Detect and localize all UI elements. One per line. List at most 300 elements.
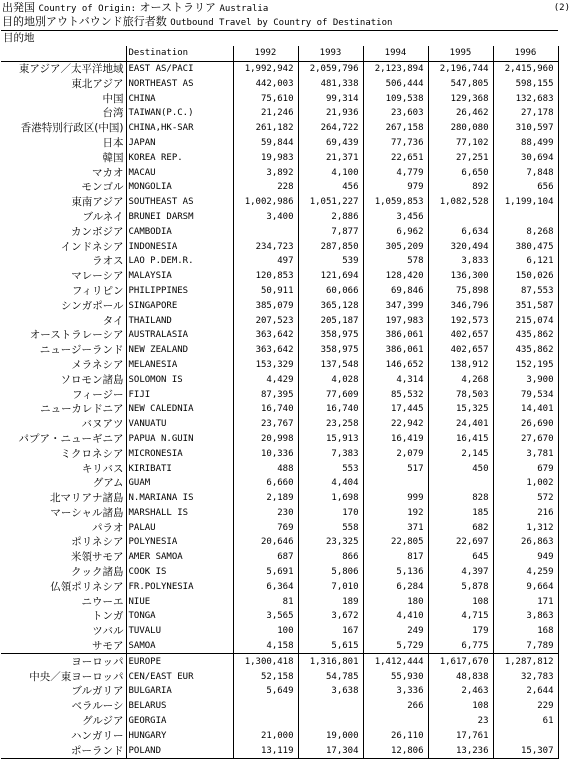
table-row — [1, 239, 558, 254]
col-header-year: 1996 — [493, 46, 558, 61]
value-cell: 152,195 — [493, 358, 558, 373]
value-cell: 305,209 — [363, 239, 428, 254]
value-cell: 4,259 — [493, 565, 558, 580]
destination-name-jp: フィリピン — [71, 284, 124, 297]
value-cell: 2,059,796 — [298, 61, 363, 76]
table-row — [1, 254, 558, 269]
value-cell: 4,410 — [363, 609, 428, 624]
value-cell: 456 — [298, 180, 363, 195]
destination-name-en: EUROPE — [126, 654, 233, 669]
table-row — [1, 298, 558, 313]
value-cell — [363, 476, 428, 491]
value-cell: 2,644 — [493, 684, 558, 699]
value-cell: 380,475 — [493, 239, 558, 254]
value-cell: 23 — [428, 714, 493, 729]
value-cell: 1,992,942 — [233, 61, 298, 76]
value-cell: 7,010 — [298, 579, 363, 594]
destination-name-en: AMER SAMOA — [126, 550, 233, 565]
value-cell: 261,182 — [233, 121, 298, 136]
destination-name-en: BRUNEI DARSM — [126, 210, 233, 225]
destination-name-en: POLYNESIA — [126, 535, 233, 550]
value-cell: 85,532 — [363, 387, 428, 402]
value-cell: 26,863 — [493, 535, 558, 550]
value-cell: 179 — [428, 624, 493, 639]
value-cell: 171 — [493, 594, 558, 609]
destination-name-jp: ブルネイ — [82, 210, 124, 223]
destination-name-jp: インドネシア — [60, 240, 124, 253]
value-cell: 2,415,960 — [493, 61, 558, 76]
value-cell: 266 — [363, 699, 428, 714]
value-cell: 769 — [233, 520, 298, 535]
destination-name-en: COOK IS — [126, 565, 233, 580]
destination-name-jp: フィージー — [72, 388, 124, 401]
value-cell: 402,657 — [428, 343, 493, 358]
value-cell: 60,066 — [298, 284, 363, 299]
value-cell: 402,657 — [428, 328, 493, 343]
value-cell: 146,652 — [363, 358, 428, 373]
value-cell: 1,300,418 — [233, 654, 298, 669]
value-cell: 205,187 — [298, 313, 363, 328]
destination-name-en: THAILAND — [126, 313, 233, 328]
value-cell: 365,128 — [298, 298, 363, 313]
value-cell: 1,059,853 — [363, 195, 428, 210]
table-row — [1, 491, 558, 506]
value-cell: 23,767 — [233, 417, 298, 432]
destination-name-jp: サモア — [92, 640, 124, 653]
value-cell: 10,336 — [233, 446, 298, 461]
value-cell — [493, 728, 558, 743]
value-cell: 517 — [363, 461, 428, 476]
page-number: (2) — [553, 3, 570, 13]
destination-name-jp: グルジア — [82, 715, 124, 728]
value-cell: 27,251 — [428, 150, 493, 165]
table-row — [1, 506, 558, 521]
value-cell: 6,650 — [428, 165, 493, 180]
value-cell: 385,079 — [233, 298, 298, 313]
destination-name-en: MARSHALL IS — [126, 506, 233, 521]
destination-name-jp: 中央／東ヨーロッパ — [29, 670, 124, 683]
value-cell: 48,838 — [428, 669, 493, 684]
value-cell: 371 — [363, 520, 428, 535]
value-cell: 5,878 — [428, 579, 493, 594]
destination-name-jp: キリバス — [81, 462, 124, 475]
value-cell: 4,268 — [428, 372, 493, 387]
destination-name-jp: ソロモン諸島 — [60, 373, 124, 386]
table-row — [1, 684, 558, 699]
destination-name-en: PALAU — [126, 520, 233, 535]
value-cell: 6,660 — [233, 476, 298, 491]
value-cell: 15,913 — [298, 432, 363, 447]
value-cell: 488 — [233, 461, 298, 476]
value-cell: 153,329 — [233, 358, 298, 373]
value-cell: 679 — [493, 461, 558, 476]
value-cell: 109,538 — [363, 91, 428, 106]
value-cell: 999 — [363, 491, 428, 506]
destination-name-jp: 香港特別行政区(中国) — [20, 122, 124, 135]
value-cell: 3,900 — [493, 372, 558, 387]
value-cell: 363,642 — [233, 343, 298, 358]
value-cell — [233, 714, 298, 729]
value-cell: 1,002 — [493, 476, 558, 491]
table-row — [1, 402, 558, 417]
value-cell: 386,061 — [363, 343, 428, 358]
destination-name-jp: パラオ — [92, 521, 124, 534]
destination-name-en: MONGOLIA — [126, 180, 233, 195]
value-cell: 32,783 — [493, 669, 558, 684]
value-cell: 55,930 — [363, 669, 428, 684]
value-cell: 3,781 — [493, 446, 558, 461]
table-row — [1, 728, 558, 743]
subtitle-en: Outbound Travel by Country of Destination — [170, 18, 393, 28]
destination-name-en: CAMBODIA — [126, 224, 233, 239]
value-cell: 287,850 — [298, 239, 363, 254]
table-row — [1, 136, 558, 151]
destination-name-en: CEN/EAST EUR — [126, 669, 233, 684]
table-row — [1, 313, 558, 328]
value-cell: 2,189 — [233, 491, 298, 506]
value-cell: 347,399 — [363, 298, 428, 313]
value-cell: 99,314 — [298, 91, 363, 106]
value-cell — [233, 224, 298, 239]
value-cell: 19,983 — [233, 150, 298, 165]
table-subtitle — [2, 15, 578, 29]
value-cell: 207,523 — [233, 313, 298, 328]
value-cell: 14,401 — [493, 402, 558, 417]
destination-table — [1, 30, 559, 759]
value-cell: 547,805 — [428, 76, 493, 91]
header-row — [1, 31, 558, 46]
value-cell: 363,642 — [233, 328, 298, 343]
value-cell: 88,499 — [493, 136, 558, 151]
value-cell: 1,199,104 — [493, 195, 558, 210]
value-cell: 645 — [428, 550, 493, 565]
destination-name-en: MALAYSIA — [126, 269, 233, 284]
value-cell: 6,364 — [233, 579, 298, 594]
table-row — [1, 210, 558, 225]
destination-name-en: SOUTHEAST AS — [126, 195, 233, 210]
destination-name-en: NIUE — [126, 594, 233, 609]
table-row — [1, 180, 558, 195]
table-row — [1, 358, 558, 373]
value-cell: 229 — [493, 699, 558, 714]
value-cell: 197,983 — [363, 313, 428, 328]
table-row — [1, 387, 558, 402]
destination-name-jp: マカオ — [92, 166, 124, 179]
destination-name-jp: 中国 — [102, 92, 124, 105]
value-cell: 280,080 — [428, 121, 493, 136]
value-cell: 216 — [493, 506, 558, 521]
value-cell: 687 — [233, 550, 298, 565]
value-cell: 100 — [233, 624, 298, 639]
origin-title — [2, 1, 578, 15]
destination-name-en: N.MARIANA IS — [126, 491, 233, 506]
value-cell: 1,316,801 — [298, 654, 363, 669]
value-cell: 320,494 — [428, 239, 493, 254]
destination-name-en: CHINA,HK-SAR — [126, 121, 233, 136]
value-cell: 21,246 — [233, 106, 298, 121]
value-cell — [428, 476, 493, 491]
destination-name-jp: 北マリアナ諸島 — [50, 492, 124, 505]
value-cell: 17,445 — [363, 402, 428, 417]
origin-country-en: Australia — [219, 4, 269, 14]
value-cell: 7,848 — [493, 165, 558, 180]
table-row — [1, 121, 558, 136]
value-cell: 13,119 — [233, 743, 298, 758]
value-cell: 22,805 — [363, 535, 428, 550]
table-row — [1, 106, 558, 121]
table-row — [1, 91, 558, 106]
value-cell: 87,553 — [493, 284, 558, 299]
destination-name-jp: ラオス — [92, 255, 124, 268]
value-cell: 69,846 — [363, 284, 428, 299]
value-cell: 23,325 — [298, 535, 363, 550]
value-cell: 4,314 — [363, 372, 428, 387]
value-cell: 19,000 — [298, 728, 363, 743]
value-cell: 3,400 — [233, 210, 298, 225]
value-cell: 828 — [428, 491, 493, 506]
value-cell: 1,051,227 — [298, 195, 363, 210]
table-row — [1, 565, 558, 580]
col-header-year: 1994 — [363, 46, 428, 61]
value-cell: 2,123,894 — [363, 61, 428, 76]
value-cell: 6,284 — [363, 579, 428, 594]
destination-name-jp: ニウーエ — [81, 595, 124, 608]
destination-name-jp: 米領サモア — [71, 551, 124, 564]
table-row — [1, 654, 558, 669]
destination-name-en: VANUATU — [126, 417, 233, 432]
value-cell: 5,136 — [363, 565, 428, 580]
value-cell: 137,548 — [298, 358, 363, 373]
value-cell: 77,609 — [298, 387, 363, 402]
value-cell: 3,863 — [493, 609, 558, 624]
value-cell: 189 — [298, 594, 363, 609]
value-cell: 3,638 — [298, 684, 363, 699]
destination-name-jp: ヨーロッパ — [1, 654, 126, 669]
value-cell: 979 — [363, 180, 428, 195]
value-cell: 2,079 — [363, 446, 428, 461]
destination-name-en: FR.POLYNESIA — [126, 579, 233, 594]
table-row — [1, 61, 558, 76]
value-cell: 168 — [493, 624, 558, 639]
value-cell: 50,911 — [233, 284, 298, 299]
table-row — [1, 639, 558, 654]
value-cell: 4,100 — [298, 165, 363, 180]
value-cell: 506,444 — [363, 76, 428, 91]
value-cell: 8,268 — [493, 224, 558, 239]
destination-name-en: MELANESIA — [126, 358, 233, 373]
destination-name-en: SINGAPORE — [126, 298, 233, 313]
value-cell: 5,691 — [233, 565, 298, 580]
table-row — [1, 165, 558, 180]
destination-name-en: BELARUS — [126, 699, 233, 714]
destination-name-en: GUAM — [126, 476, 233, 491]
table-row — [1, 699, 558, 714]
destination-name-en: TUVALU — [126, 624, 233, 639]
destination-name-jp: ミクロネシア — [60, 447, 124, 460]
origin-country-jp: オーストラリア — [139, 1, 216, 14]
value-cell: 4,404 — [298, 476, 363, 491]
value-cell: 21,936 — [298, 106, 363, 121]
destination-name-jp: メラネシア — [71, 358, 124, 371]
value-cell: 20,998 — [233, 432, 298, 447]
value-cell: 4,028 — [298, 372, 363, 387]
value-cell: 22,942 — [363, 417, 428, 432]
table-row — [1, 269, 558, 284]
destination-name-en: NEW CALEDNIA — [126, 402, 233, 417]
value-cell: 558 — [298, 520, 363, 535]
value-cell: 892 — [428, 180, 493, 195]
destination-name-jp: マレーシア — [71, 270, 124, 283]
destination-name-en: POLAND — [126, 743, 233, 758]
value-cell: 22,697 — [428, 535, 493, 550]
value-cell — [428, 210, 493, 225]
destination-name-en: GEORGIA — [126, 714, 233, 729]
col-header-destination-en: Destination — [126, 46, 233, 61]
destination-name-en: INDONESIA — [126, 239, 233, 254]
col-header-year: 1995 — [428, 46, 493, 61]
value-cell: 170 — [298, 506, 363, 521]
value-cell: 4,715 — [428, 609, 493, 624]
table-row — [1, 328, 558, 343]
value-cell — [363, 714, 428, 729]
table-row — [1, 624, 558, 639]
destination-name-jp: 東南アジア — [71, 196, 124, 209]
value-cell: 54,785 — [298, 669, 363, 684]
table-row — [1, 284, 558, 299]
value-cell: 5,615 — [298, 639, 363, 654]
value-cell: 572 — [493, 491, 558, 506]
value-cell: 2,886 — [298, 210, 363, 225]
value-cell: 120,853 — [233, 269, 298, 284]
value-cell: 180 — [363, 594, 428, 609]
value-cell: 553 — [298, 461, 363, 476]
value-cell: 310,597 — [493, 121, 558, 136]
destination-name-jp: ニュージーランド — [39, 344, 124, 357]
destination-name-jp: 東北アジア — [71, 77, 124, 90]
destination-name-jp: グアム — [92, 477, 124, 490]
value-cell: 7,877 — [298, 224, 363, 239]
value-cell: 136,300 — [428, 269, 493, 284]
destination-name-en: NEW ZEALAND — [126, 343, 233, 358]
value-cell: 1,002,986 — [233, 195, 298, 210]
value-cell: 77,102 — [428, 136, 493, 151]
destination-name-en: AUSTRALASIA — [126, 328, 233, 343]
col-header-year: 1993 — [298, 46, 363, 61]
value-cell: 16,415 — [428, 432, 493, 447]
value-cell: 15,325 — [428, 402, 493, 417]
value-cell: 4,429 — [233, 372, 298, 387]
value-cell: 1,082,528 — [428, 195, 493, 210]
destination-name-en: SAMOA — [126, 639, 233, 654]
value-cell: 132,683 — [493, 91, 558, 106]
destination-name-en: JAPAN — [126, 136, 233, 151]
value-cell: 215,074 — [493, 313, 558, 328]
destination-name-en: HUNGARY — [126, 728, 233, 743]
value-cell: 435,862 — [493, 343, 558, 358]
value-cell: 7,383 — [298, 446, 363, 461]
value-cell: 656 — [493, 180, 558, 195]
table-row — [1, 446, 558, 461]
subtitle-jp: 目的地別アウトバウンド旅行者数 — [2, 15, 167, 28]
value-cell: 138,912 — [428, 358, 493, 373]
value-cell: 3,336 — [363, 684, 428, 699]
header-row-years — [1, 46, 558, 61]
destination-name-en: TAIWAN(P.C.) — [126, 106, 233, 121]
value-cell: 192,573 — [428, 313, 493, 328]
value-cell: 450 — [428, 461, 493, 476]
value-cell: 4,779 — [363, 165, 428, 180]
destination-name-en: TONGA — [126, 609, 233, 624]
value-cell: 108 — [428, 699, 493, 714]
value-cell: 5,806 — [298, 565, 363, 580]
value-cell: 1,312 — [493, 520, 558, 535]
value-cell: 78,503 — [428, 387, 493, 402]
destination-name-jp: タイ — [102, 314, 124, 327]
value-cell: 16,419 — [363, 432, 428, 447]
origin-label-en: Country of Origin: — [38, 4, 137, 14]
value-cell: 9,664 — [493, 579, 558, 594]
value-cell: 2,463 — [428, 684, 493, 699]
destination-name-jp: ハンガリー — [71, 729, 124, 742]
destination-name-jp: パプア・ニューギニア — [18, 432, 124, 445]
destination-name-en: NORTHEAST AS — [126, 76, 233, 91]
value-cell: 1,617,670 — [428, 654, 493, 669]
destination-name-jp: 台湾 — [102, 107, 124, 120]
value-cell: 866 — [298, 550, 363, 565]
value-cell: 26,110 — [363, 728, 428, 743]
table-row — [1, 461, 558, 476]
value-cell: 346,796 — [428, 298, 493, 313]
destination-name-jp: オーストラレーシア — [29, 329, 124, 342]
value-cell: 121,694 — [298, 269, 363, 284]
value-cell: 24,401 — [428, 417, 493, 432]
value-cell: 21,371 — [298, 150, 363, 165]
table-row — [1, 224, 558, 239]
value-cell: 5,729 — [363, 639, 428, 654]
destination-name-en: LAO P.DEM.R. — [126, 254, 233, 269]
destination-name-jp: ニューカレドニア — [40, 403, 124, 416]
value-cell: 6,962 — [363, 224, 428, 239]
destination-name-en: FIJI — [126, 387, 233, 402]
value-cell: 1,287,812 — [493, 654, 558, 669]
destination-name-jp: ポーランド — [1, 743, 126, 758]
value-cell: 30,694 — [493, 150, 558, 165]
value-cell: 442,003 — [233, 76, 298, 91]
table-row — [1, 714, 558, 729]
destination-name-jp: ポリネシア — [71, 536, 124, 549]
value-cell: 1,698 — [298, 491, 363, 506]
value-cell: 17,304 — [298, 743, 363, 758]
destination-name-jp: バヌアツ — [81, 418, 124, 431]
value-cell: 228 — [233, 180, 298, 195]
value-cell: 6,634 — [428, 224, 493, 239]
value-cell: 75,610 — [233, 91, 298, 106]
value-cell: 128,420 — [363, 269, 428, 284]
value-cell: 150,026 — [493, 269, 558, 284]
value-cell: 52,158 — [233, 669, 298, 684]
value-cell: 358,975 — [298, 343, 363, 358]
table-row — [1, 520, 558, 535]
value-cell: 59,844 — [233, 136, 298, 151]
destination-name-jp: 日本 — [102, 136, 124, 149]
value-cell: 351,587 — [493, 298, 558, 313]
table-row — [1, 476, 558, 491]
destination-name-en: MACAU — [126, 165, 233, 180]
value-cell: 386,061 — [363, 328, 428, 343]
value-cell: 17,761 — [428, 728, 493, 743]
value-cell — [298, 714, 363, 729]
destination-name-jp: モンゴル — [81, 181, 124, 194]
